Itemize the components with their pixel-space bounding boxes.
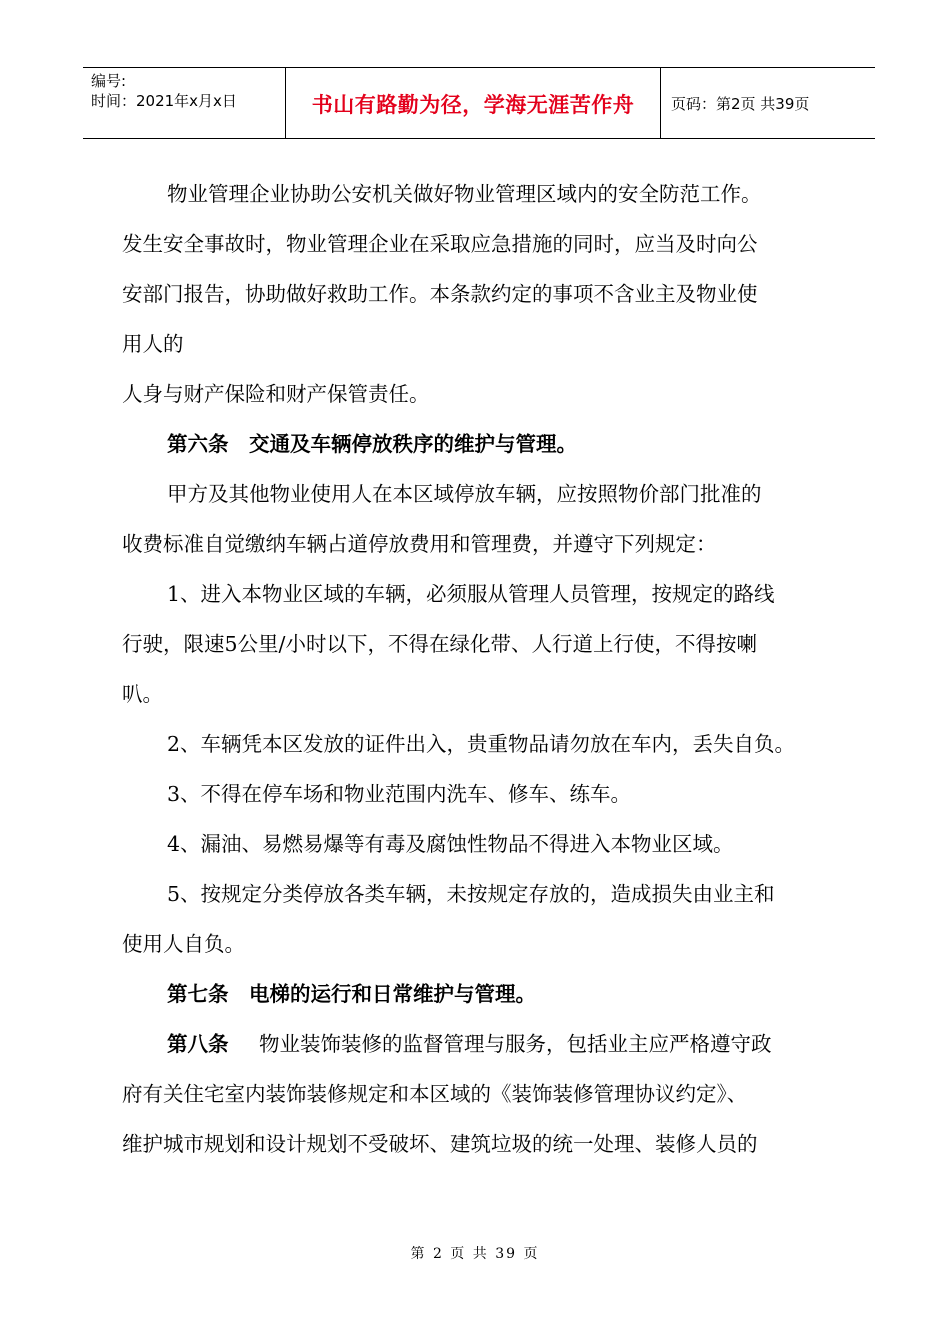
header-right-cell: [660, 68, 875, 138]
article-eight-label: 第八条: [167, 1032, 229, 1056]
number-label: 编号:: [91, 72, 127, 90]
motto: 书山有路勤为径，学海无涯苦作舟: [311, 93, 635, 117]
page-footer: 第 2 页 共 39 页: [410, 1246, 540, 1262]
header-left-cell: [83, 68, 285, 138]
page-header: [83, 67, 875, 139]
page-info: 页码：第2页 共39页: [671, 95, 810, 113]
header-motto-cell: [285, 68, 661, 138]
time-label: 时间：2021年x月x日: [91, 92, 237, 110]
